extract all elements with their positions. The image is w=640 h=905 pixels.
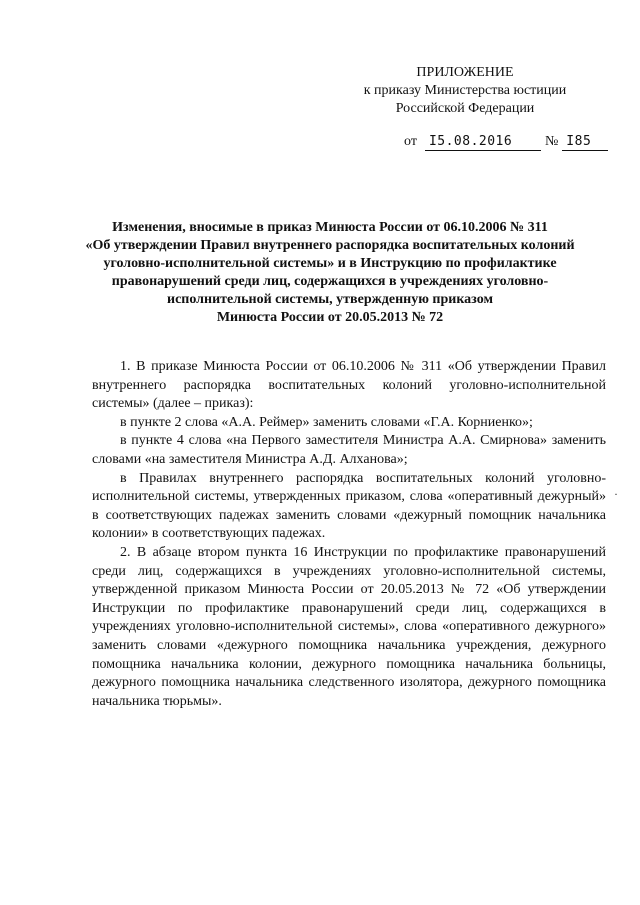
order-reference: [404, 134, 608, 151]
paragraph-2: в пункте 2 слова «А.А. Реймер» заменить словами «Г.А. Корниенко»;: [120, 414, 533, 430]
order-number-label: №: [544, 134, 559, 149]
order-date: I5.08.2016: [425, 134, 541, 151]
title-line: уголовно-исполнительной системы» и в Инструкцию по профилактике: [103, 256, 557, 271]
title-line: исполнительной системы, утвержденную приказом: [167, 292, 493, 307]
title-line: Минюста России от 20.05.2013 № 72: [216, 310, 444, 325]
appendix-line-1: к приказу Министерства юстиции: [363, 83, 567, 98]
appendix-block: [360, 64, 570, 118]
title-line: правонарушений среди лиц, содержащихся в учреждениях уголовно-: [111, 274, 549, 289]
order-number: I85: [562, 134, 608, 151]
appendix-line-2: Российской Федерации: [395, 101, 535, 116]
paragraph-1: 1. В приказе Минюста России от 06.10.2006 № 311 «Об утверждении Правил внутреннего распорядка воспитательных колоний уголовно-исполнительной системы» (далее – приказ):: [92, 359, 606, 412]
appendix-title: ПРИЛОЖЕНИЕ: [416, 65, 514, 80]
order-from-label: от: [404, 134, 417, 149]
title-line: Изменения, вносимые в приказ Минюста России от 06.10.2006 № 311: [112, 220, 548, 235]
document-title: [60, 219, 600, 327]
paragraph-5: 2. В абзаце втором пункта 16 Инструкции по профилактике правонарушений среди лиц, содержащихся в учреждениях уголовно-исполнительной системы, утвержденной приказом Минюста России от 20.05.2013 № 72 «Об утверждении Инструкции по профилактике правонарушений среди лиц, содержащихся в учреждениях уголовно-исполнительной системы», слова «оперативного дежурного» заменить словами «дежурного помощника начальника учреждения, дежурного помощника начальника колонии, дежурного помощника начальника больницы, дежурного помощника начальника следственного изолятора, дежурного помощника начальника тюрьмы».: [92, 544, 606, 709]
document-body: [92, 358, 606, 711]
title-line: «Об утверждении Правил внутреннего распорядка воспитательных колоний: [85, 238, 575, 253]
margin-mark: ·: [614, 487, 618, 501]
paragraph-4: в Правилах внутреннего распорядка воспитательных колоний уголовно-исполнительной системы, утвержденных приказом, слова «оперативный дежурный» в соответствующих падежах заменить словами «дежурный помощник начальника колонии» в соответствующих падежах.: [92, 470, 606, 542]
paragraph-3: в пункте 4 слова «на Первого заместителя Министра А.А. Смирнова» заменить словами «на заместителя Министра А.Д. Алханова»;: [92, 433, 606, 467]
